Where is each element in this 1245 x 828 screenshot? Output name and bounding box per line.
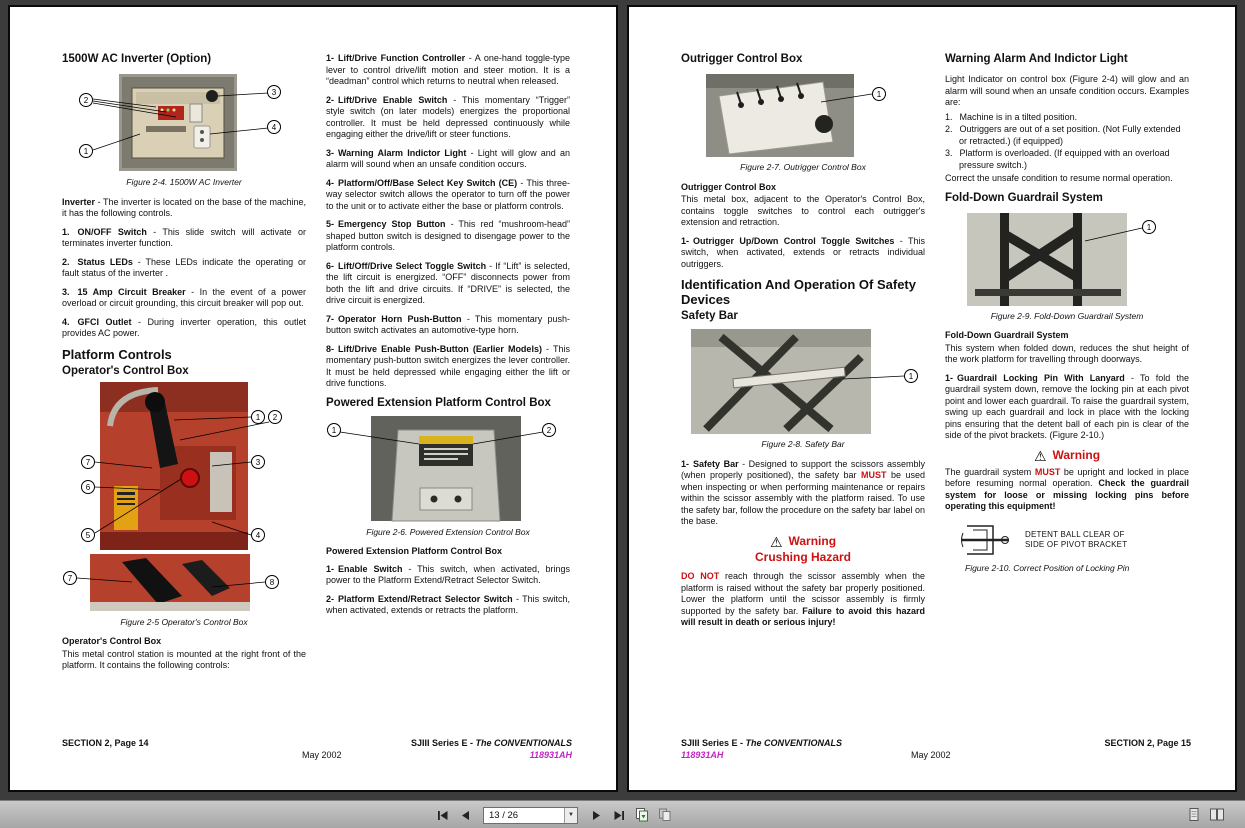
emergency-stop-button	[181, 469, 199, 487]
callout-circle	[873, 88, 886, 101]
guardrail-term: Fold-Down Guardrail System	[945, 330, 1069, 340]
callout-circle	[64, 571, 77, 584]
callout-circle	[252, 455, 265, 468]
enable-switch	[431, 495, 438, 502]
safety-bar-item: 1- Safety Bar - Designed to support the scissors assembly (when properly positioned), the safety bar MUST be used when inspecting or when performing maintenance or repairs within the scissor assembly with the platform raised. To use the safety bar, follow the procedure on the safety bar label on the base.	[681, 458, 925, 526]
last-page-icon	[613, 809, 626, 822]
callout-circle	[268, 121, 281, 134]
figure-2-10-label: DETENT BALL CLEAR OF SIDE OF PIVOT BRACKET	[1025, 529, 1128, 549]
copy-pages-button[interactable]	[655, 805, 675, 825]
figure-2-8	[681, 329, 925, 436]
outrigger-heading: Outrigger Control Box	[681, 53, 803, 65]
figure-2-7-caption: Figure 2-7. Outrigger Control Box	[740, 162, 866, 172]
viewer-toolbar	[0, 800, 1245, 828]
callout-circle	[328, 423, 341, 436]
footer-code: 118931AH	[681, 750, 724, 760]
operators-box-description: This metal control station is mounted at the right front of the platform. It contains the following controls:	[62, 648, 306, 670]
correct-condition-text: Correct the unsafe condition to resume normal operation.	[945, 173, 1173, 183]
extend-retract-switch	[455, 495, 462, 502]
outrigger-term: Outrigger Control Box	[681, 181, 776, 192]
control-item: 8- Lift/Drive Enable Push-Button (Earlier Models) - This momentary push-button switch energizes the lever controller. It must be held depressed while engaging either the lift or drive functions.	[326, 343, 570, 388]
svg-text:6: 6	[85, 482, 91, 492]
previous-page-icon	[459, 809, 472, 822]
svg-text:1: 1	[331, 425, 337, 435]
control-item: 5- Emergency Stop Button - This red “mushroom-head” shaped button switch is designed to disengage power to the platform controls.	[326, 219, 570, 252]
page-number-combo[interactable]	[483, 807, 578, 824]
guardrail-description: This system when folded down, reduces the shut height of the work platform for travelling through doorways.	[945, 342, 1189, 364]
operators-box-term: Operator's Control Box	[62, 636, 162, 646]
page-layout-group	[1184, 805, 1227, 825]
example-item: 3. Platform is overloaded. (If equipped with an overload pressure switch.)	[945, 148, 1170, 170]
guardrail-warning-text: The guardrail system MUST be upright and locked in place before resuming normal operation. Check the guardrail system for loose or missing locking pins before operating this equipment!	[945, 466, 1189, 511]
inverter-breaker-knob	[206, 90, 218, 102]
page-navigation-group	[432, 805, 675, 825]
powered-item: 1- Enable Switch - This switch, when activated, brings power to the Platform Extend/Retract Selector Switch.	[326, 563, 570, 585]
inverter-intro: Inverter - The inverter is located on the base of the machine, it has the following controls.	[62, 196, 306, 218]
inverter-heading: 1500W AC Inverter (Option)	[62, 53, 212, 65]
control-item: 7- Operator Horn Push-Button - This momentary push-button switch activates an automotive-type horn.	[326, 313, 570, 335]
figure-2-10	[945, 520, 1189, 560]
figure-2-8-caption: Figure 2-8. Safety Bar	[761, 439, 845, 449]
figure-2-9-caption: Figure 2-9. Fold-Down Guardrail System	[990, 310, 1144, 321]
footer-date: May 2002	[911, 750, 951, 760]
facing-pages-layout-icon	[1209, 807, 1225, 823]
figure-2-8-safety-bar-photo	[681, 329, 925, 436]
example-item: 2. Outriggers are out of a set position. (Not Fully extended or retracted.) (if equipped)	[945, 124, 1181, 146]
svg-text:3: 3	[255, 457, 261, 467]
powered-item: 2- Platform Extend/Retract Selector Switch - This switch, when activated, extends or retracts the platform.	[326, 593, 571, 615]
callout-circle	[905, 370, 918, 383]
figure-2-9-guardrail-photo	[945, 213, 1189, 308]
warning-heading: ⚠ Warning	[769, 533, 837, 550]
svg-text:4: 4	[271, 123, 277, 132]
outrigger-toggle-switch	[738, 102, 744, 108]
platform-controls-heading: Platform Controls	[62, 346, 172, 362]
warning-triangle-icon: ⚠	[769, 533, 783, 550]
inverter-control-item: 4. GFCI Outlet - During inverter operation, this outlet provides AC power.	[62, 316, 306, 338]
figure-2-5-caption: Figure 2-5 Operator's Control Box	[120, 616, 248, 627]
document-page-14	[8, 5, 618, 792]
callout-circle	[82, 480, 95, 493]
crushing-hazard-text: DO NOT reach through the scissor assembly when the platform is raised without the safety bar properly positioned. Lower the platform until the scissor assembly is firmly supported by the safety bar. Failure to avoid this hazard will result in death or serious injury!	[681, 571, 926, 627]
single-page-layout-icon	[1186, 807, 1202, 823]
first-page-icon	[436, 809, 449, 822]
figure-2-7-outrigger-box-photo	[681, 74, 925, 159]
callout-circle	[252, 528, 265, 541]
powered-extension-heading: Powered Extension Platform Control Box	[326, 396, 551, 409]
figure-2-5	[62, 382, 306, 614]
outrigger-toggle-switch	[798, 93, 804, 99]
figure-2-4	[62, 74, 306, 174]
footer-section: SECTION 2, Page 14	[62, 738, 149, 748]
svg-text:1: 1	[908, 372, 914, 381]
warning-triangle-icon: ⚠	[1033, 447, 1047, 464]
guardrail-heading: Fold-Down Guardrail System	[945, 191, 1103, 204]
figure-2-10-caption: Figure 2-10. Correct Position of Locking Pin	[965, 562, 1130, 573]
next-page-button[interactable]	[586, 805, 606, 825]
last-page-button[interactable]	[609, 805, 629, 825]
figure-2-6	[326, 416, 570, 524]
copy-pages-icon	[657, 807, 673, 823]
guardrail-item: 1- Guardrail Locking Pin With Lanyard - To fold the guardrail system down, remove the locking pin at each pivot point and lower each guardrail. To raise the guardrail system, swing up each guardrail and lock in place with the locking pins ensuring that the detent ball of each pin is clear of the side of the pivot brackets. (Figure 2-10.)	[945, 372, 1189, 440]
control-item: 4- Platform/Off/Base Select Key Switch (CE) - This three-way selector switch allows the operator to turn off the power to the unit or to activate either the base or platform controls.	[326, 177, 570, 211]
svg-text:7: 7	[85, 457, 91, 467]
figure-2-6-caption: Figure 2-6. Powered Extension Control Box	[366, 526, 530, 537]
figure-2-4-inverter-photo	[62, 74, 306, 174]
warning-heading: ⚠ Warning	[1033, 447, 1101, 464]
control-item: 6- Lift/Off/Drive Select Toggle Switch - If “Lift” is selected, the lift circuit is energized. “OFF” disconnects power from both the lift and drive circuits. If “DRIVE” is selected, the drive circuit is energized.	[326, 260, 570, 305]
inverter-control-item: 1. ON/OFF Switch - This slide switch will activate or terminates inverter function.	[62, 226, 306, 248]
svg-text:1: 1	[876, 90, 882, 99]
facing-pages-layout-button[interactable]	[1207, 805, 1227, 825]
page-dropdown-arrow-icon[interactable]: ▼	[564, 808, 577, 823]
svg-text:3: 3	[271, 88, 277, 97]
outrigger-toggle-switch	[758, 99, 764, 105]
callout-circle	[543, 423, 556, 436]
svg-text:5: 5	[85, 530, 91, 540]
svg-text:1: 1	[83, 147, 89, 156]
callout-circle	[266, 575, 279, 588]
callout-circle	[80, 145, 93, 158]
previous-page-button[interactable]	[455, 805, 475, 825]
next-page-icon	[590, 809, 603, 822]
identification-heading: Identification And Operation Of Safety Devices	[681, 277, 916, 307]
locking-pin-diagram	[959, 520, 1015, 560]
crushing-hazard-heading: Crushing Hazard	[754, 549, 851, 564]
inverter-control-item: 2. Status LEDs - These LEDs indicate the operating or fault status of the inverter .	[62, 256, 306, 278]
svg-text:2: 2	[272, 412, 278, 422]
page15-column-1	[681, 53, 925, 636]
safety-bar-heading: Safety Bar	[681, 310, 738, 322]
document-page-15	[627, 5, 1237, 792]
control-item: 3- Warning Alarm Indictor Light - Light will glow and an alarm will sound when an unsafe condition occurs.	[326, 147, 570, 169]
callout-circle	[1143, 220, 1156, 233]
warning-alarm-heading: Warning Alarm And Indictor Light	[945, 53, 1128, 65]
callout-circle	[82, 528, 95, 541]
svg-text:1: 1	[1146, 222, 1152, 232]
callout-circle	[82, 455, 95, 468]
figure-2-6-extension-box-photo	[326, 416, 570, 524]
figure-2-4-caption: Figure 2-4. 1500W AC Inverter	[126, 177, 242, 187]
svg-text:1: 1	[255, 412, 261, 422]
footer-section: SECTION 2, Page 15	[1104, 738, 1191, 748]
callout-circle	[269, 410, 282, 423]
operators-box-heading: Operator's Control Box	[62, 364, 189, 377]
svg-text:8: 8	[269, 577, 275, 587]
svg-text:2: 2	[546, 425, 552, 435]
control-item: 1- Lift/Drive Function Controller - A one-hand toggle-type lever to control drive/lift motion and steer motion. It is a “deadman” control which returns to neutral when released.	[326, 53, 571, 86]
svg-text:2: 2	[83, 96, 89, 105]
snapshot-tool-button[interactable]	[632, 805, 652, 825]
powered-extension-term: Powered Extension Platform Control Box	[326, 546, 503, 556]
page-number-input[interactable]	[484, 808, 564, 822]
footer-date: May 2002	[302, 750, 342, 760]
svg-text:7: 7	[67, 573, 73, 583]
figure-2-7	[681, 74, 925, 159]
outrigger-toggle-switch	[778, 96, 784, 102]
warning-alarm-intro: Light Indicator on control box (Figure 2-4) will glow and an alarm will sound when an unsafe condition occurs. Examples are:	[945, 74, 1189, 107]
gfci-outlet	[194, 126, 210, 148]
outrigger-item: 1- Outrigger Up/Down Control Toggle Switches - This switch, when activated, extends or retracts individual outriggers.	[681, 235, 925, 269]
footer-series: SJIII Series E - The CONVENTIONALS	[681, 738, 843, 748]
footer-series: SJIII Series E - The CONVENTIONALS	[410, 738, 572, 748]
figure-2-5-control-box-photo	[62, 382, 306, 614]
callout-circle	[80, 94, 93, 107]
figure-2-9	[945, 213, 1189, 308]
single-page-layout-button[interactable]	[1184, 805, 1204, 825]
page14-column-1	[62, 53, 306, 679]
first-page-button[interactable]	[432, 805, 452, 825]
svg-text:4: 4	[255, 530, 261, 540]
example-item: 1. Machine is in a tilted position.	[945, 111, 1078, 122]
snapshot-tool-icon	[634, 807, 650, 823]
inverter-control-item: 3. 15 Amp Circuit Breaker - In the event of a power overload or circuit grounding, this circuit breaker will pop out.	[62, 286, 306, 308]
callout-circle	[252, 410, 265, 423]
page15-column-2	[945, 53, 1189, 582]
page14-column-2	[326, 53, 570, 624]
outrigger-description: This metal box, adjacent to the Operator's Control Box, contains toggle switches to control each outrigger's extension and retraction.	[681, 194, 925, 227]
callout-circle	[268, 86, 281, 99]
control-item: 2- Lift/Drive Enable Switch - This momentary “Trigger” style switch (on later models) energizes the proportional controller. It must be held depressed continuously while engaging either the drive/lift or steer functions.	[326, 94, 570, 139]
footer-code: 118931AH	[529, 750, 572, 760]
